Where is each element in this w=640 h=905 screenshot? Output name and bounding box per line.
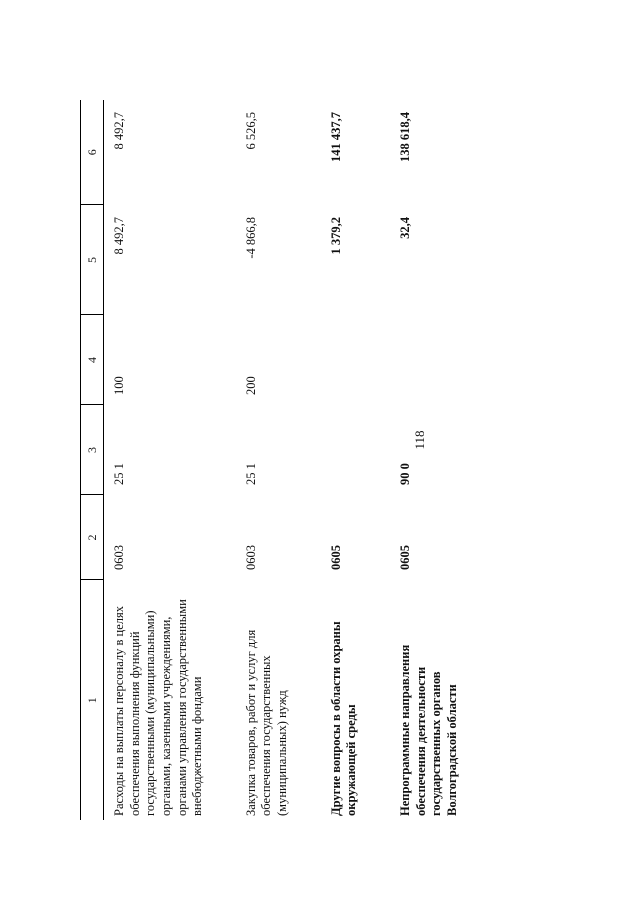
change-amount: 8 492,7 xyxy=(112,217,126,255)
expense-type-code: 200 xyxy=(243,376,258,395)
column-header-3: 3 xyxy=(81,405,104,495)
row-name: Другие вопросы в области охраны окружающей среды xyxy=(328,621,359,816)
total-amount: 138 618,4 xyxy=(397,112,412,162)
section-code: 0605 xyxy=(397,545,412,570)
budget-table xyxy=(80,100,490,820)
total-amount: 6 526,5 xyxy=(243,112,258,150)
section-code: 0603 xyxy=(112,545,126,570)
total-amount: 141 437,7 xyxy=(328,112,343,162)
table-row xyxy=(104,100,236,820)
change-amount: -4 866,8 xyxy=(243,217,258,259)
table-row xyxy=(321,100,390,820)
change-amount: 1 379,2 xyxy=(328,217,343,255)
section-code: 0605 xyxy=(328,545,343,570)
expense-type-code: 100 xyxy=(112,376,126,395)
table-row xyxy=(236,100,321,820)
budget-table-rotated xyxy=(80,50,520,820)
column-header-6: 6 xyxy=(81,100,104,205)
change-amount: 32,4 xyxy=(397,217,412,239)
column-header-2: 2 xyxy=(81,495,104,580)
column-header-4: 4 xyxy=(81,315,104,405)
column-number-row xyxy=(81,100,104,820)
section-code: 0603 xyxy=(243,545,258,570)
program-code: 25 1 xyxy=(243,463,258,485)
row-name: Непрограммные направления обеспечения деятельности государственных органов Волгоградской области xyxy=(397,644,459,816)
page-number: 118 xyxy=(412,430,427,450)
table-row xyxy=(390,100,491,820)
expense-type-code xyxy=(321,315,390,405)
row-name: Расходы на выплаты персоналу в целях обеспечения выполнения функций государственными (муниципальными) органами, казенными учреждениями, органами управления государственными внебюджетными фондами xyxy=(112,599,205,816)
row-name: Закупка товаров, работ и услуг для обеспечения государственных (муниципальных) нужд xyxy=(243,629,289,816)
column-header-1: 1 xyxy=(81,580,104,820)
column-header-5: 5 xyxy=(81,205,104,315)
program-code: 25 1 xyxy=(112,463,126,485)
program-code xyxy=(321,405,390,495)
program-code: 90 0 xyxy=(397,463,412,485)
total-amount: 8 492,7 xyxy=(112,112,126,150)
expense-type-code xyxy=(390,315,491,405)
